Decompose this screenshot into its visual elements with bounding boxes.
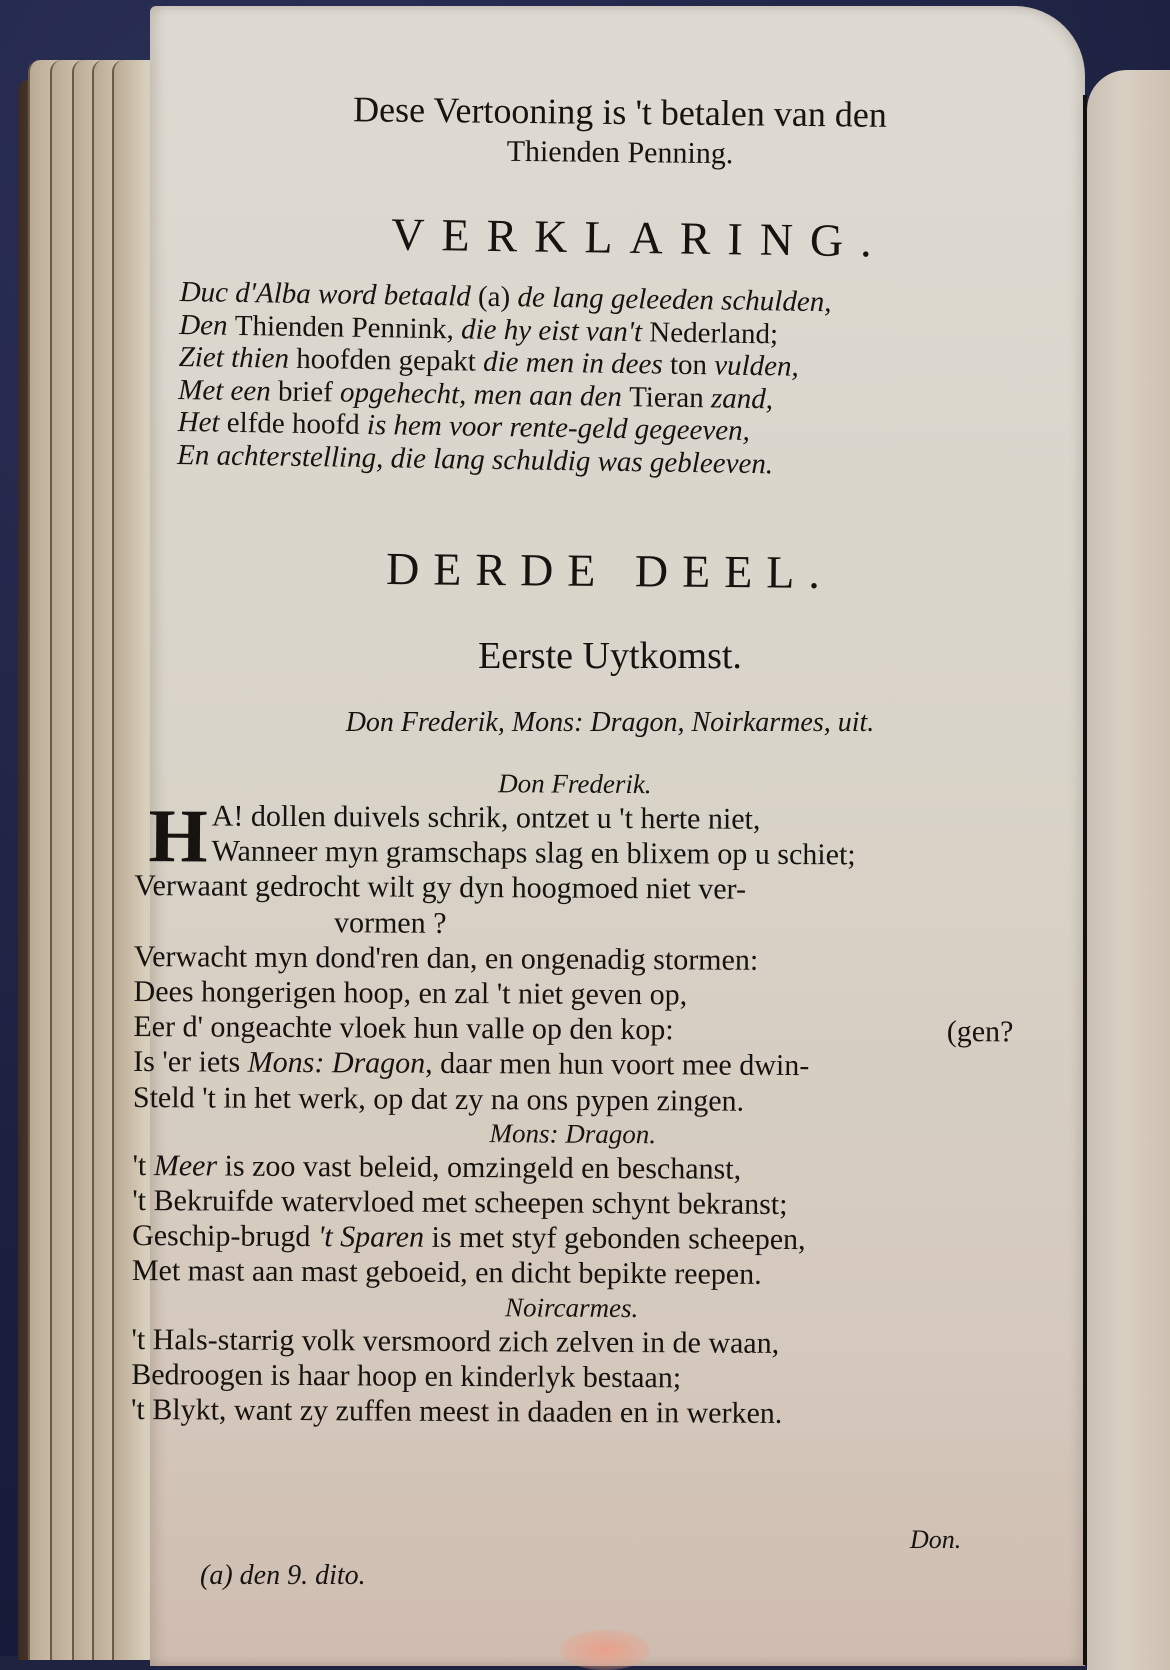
drop-cap: H: [148, 794, 208, 879]
roman-segment: , daar men hun voort mee dwin-: [425, 1047, 810, 1083]
facing-page: [1087, 70, 1170, 1670]
italic-segment: opgehecht, men aan den: [339, 376, 630, 413]
italic-segment: 't Sparen: [317, 1220, 425, 1255]
roman-segment: Met mast aan mast geboeid, en dicht bepikte reepen.: [131, 1254, 762, 1292]
dialogue-line: [131, 1322, 1011, 1363]
dialogue-body: [131, 765, 1015, 1433]
italic-segment: Met een: [177, 373, 279, 408]
dialogue-line: [132, 1148, 1012, 1189]
footnote: (a) den 9. dito.: [200, 1560, 366, 1591]
finger-tip: [560, 1630, 650, 1670]
page-subheadline: Thienden Penning.: [506, 134, 734, 171]
italic-segment: Ziet thien: [178, 340, 297, 375]
roman-segment: Is 'er iets: [133, 1045, 248, 1080]
italic-segment: zand,: [710, 381, 774, 415]
dialogue-line: [132, 1218, 1012, 1259]
roman-segment: vormen ?: [333, 905, 447, 940]
italic-segment: Meer: [153, 1148, 218, 1183]
roman-segment: 't Hals-starrig volk versmoord zich zelven in de waan,: [131, 1322, 780, 1360]
roman-segment: 't Blykt, want zy zuffen meest in daaden en in werken.: [130, 1393, 783, 1431]
speaker-name: Don Frederik.: [498, 768, 652, 800]
book-gutter: [1083, 95, 1087, 1665]
roman-segment: Verwaant gedrocht wilt gy dyn hoogmoed niet ver-: [134, 869, 747, 907]
italic-segment: die men in dees: [482, 345, 671, 381]
roman-segment: elfde hoofd: [226, 406, 368, 441]
roman-segment: Wanneer myn gramschaps slag en blixem op u schiet;: [211, 834, 856, 872]
dialogue-line: [134, 868, 1014, 909]
scene-title: Eerste Uytkomst.: [478, 635, 742, 677]
page-headline: Dese Vertooning is 't betalen van den: [352, 89, 888, 135]
italic-segment: die hy eist van't: [460, 312, 650, 348]
italic-segment: Het: [177, 405, 228, 439]
roman-segment: 't Bekruifde watervloed met scheepen schynt bekranst;: [132, 1184, 788, 1222]
italic-segment: de lang geleeden schulden,: [517, 281, 832, 319]
speaker-name: Noircarmes.: [504, 1291, 639, 1323]
italic-segment: Den: [178, 308, 236, 342]
roman-segment: (a): [470, 280, 518, 314]
italic-segment: Mons: Dragon: [247, 1046, 426, 1081]
dialogue-line: [133, 1080, 1013, 1121]
dialogue-line: [134, 974, 1014, 1015]
roman-segment: Nederland;: [649, 315, 779, 350]
dialogue-line: [133, 1009, 1013, 1050]
part-title: DERDE DEEL.: [385, 543, 835, 598]
dialogue-line: [134, 939, 1014, 980]
dialogue-line: [135, 798, 1015, 839]
roman-segment: is met styf gebonden scheepen,: [423, 1221, 806, 1257]
italic-segment: is hem voor rente-geld gegeeven,: [366, 408, 751, 447]
roman-segment: 't: [132, 1148, 154, 1182]
roman-segment: A! dollen duivels schrik, ontzet u 't herte niet,: [211, 799, 761, 836]
dialogue-line: [132, 1253, 1012, 1294]
cast-line: Don Frederik, Mons: Dragon, Noirkarmes, uit.: [345, 707, 875, 738]
roman-segment: Bedroogen is haar hoop en kinderlyk bestaan;: [131, 1357, 682, 1395]
dialogue-line: [134, 833, 1014, 874]
roman-segment: Thienden Pennink,: [234, 309, 462, 345]
catchword: Don.: [910, 1525, 962, 1554]
verklaring-verse: [177, 276, 1000, 484]
margin-carryover: (gen?: [946, 1015, 1014, 1049]
section-title: VERKLARING.: [390, 208, 890, 267]
dialogue-line: [131, 1392, 1011, 1433]
dialogue-line: [134, 904, 1014, 945]
roman-segment: brief: [277, 375, 341, 409]
roman-segment: is zoo vast beleid, omzingeld en beschanst,: [216, 1149, 742, 1186]
roman-segment: Geschip-brugd: [132, 1219, 319, 1254]
dialogue-line: [132, 1183, 1012, 1224]
italic-segment: vulden,: [714, 349, 800, 383]
roman-segment: Tieran: [628, 380, 712, 414]
italic-segment: Duc d'Alba word betaald: [179, 276, 472, 313]
italic-segment: En achterstelling, die lang schuldig was gebleeven.: [176, 438, 774, 480]
roman-segment: Dees hongerigen hoop, en zal 't niet geven op,: [133, 975, 688, 1012]
roman-segment: Verwacht myn dond'ren dan, en ongenadig stormen:: [133, 939, 759, 977]
roman-segment: hoofden gepakt: [296, 342, 484, 378]
dialogue-line: [133, 1044, 1013, 1085]
roman-segment: Eer d' ongeachte vloek hun valle op den kop:: [133, 1010, 674, 1047]
speaker-name: Mons: Dragon.: [489, 1118, 657, 1150]
roman-segment: Steld 't in het werk, op dat zy na ons pypen zingen.: [132, 1080, 745, 1118]
roman-segment: ton: [669, 348, 715, 382]
dialogue-line: [131, 1357, 1011, 1398]
